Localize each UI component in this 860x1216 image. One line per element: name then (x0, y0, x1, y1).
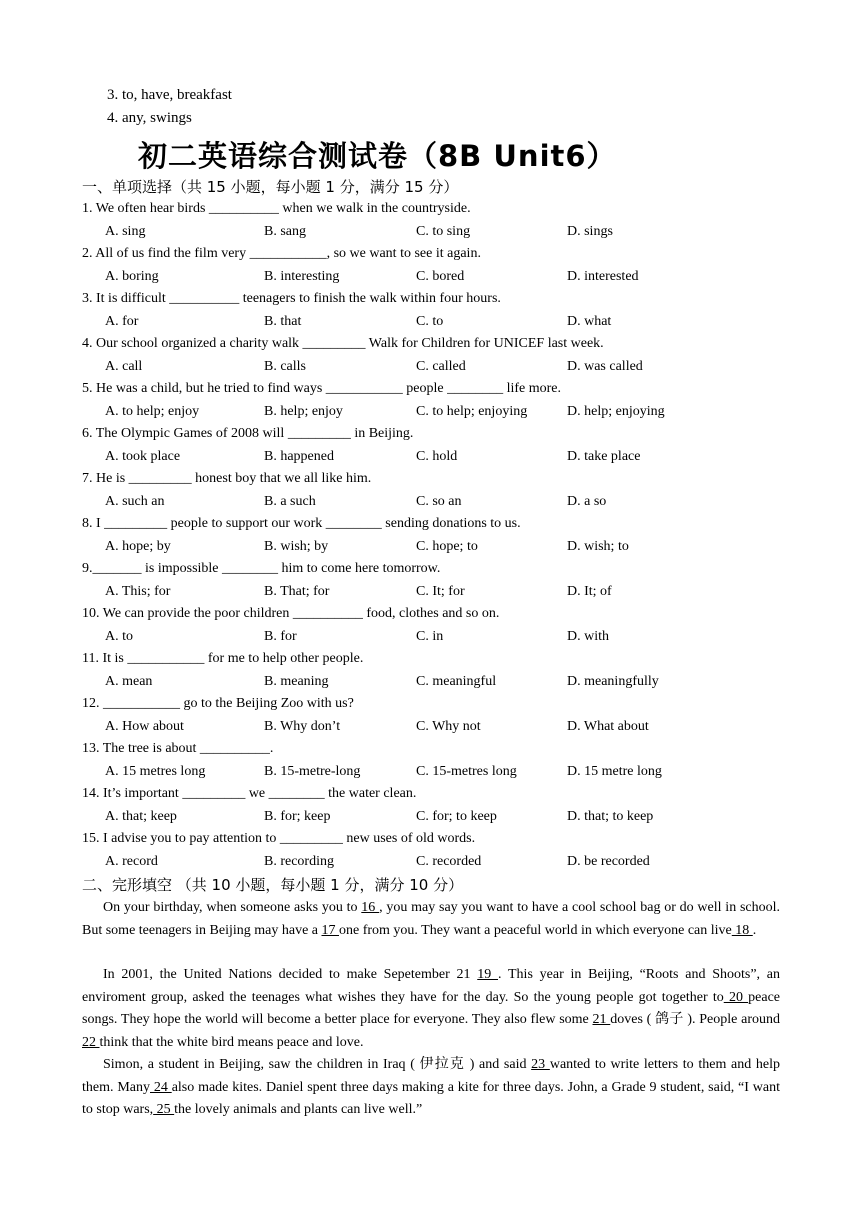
blank-19: 19 (477, 967, 498, 982)
question-8-option-b: B. wish; by (264, 539, 329, 554)
question-15-option-b: B. recording (264, 854, 334, 869)
question-12-stem: 12. ___________ go to the Beijing Zoo with us? (82, 696, 354, 711)
question-3-option-c: C. to (416, 314, 444, 329)
question-9-option-c: C. It; for (416, 584, 465, 599)
question-1-option-d: D. sings (567, 224, 613, 239)
question-3-option-d: D. what (567, 314, 612, 329)
question-5-stem: 5. He was a child, but he tried to find ways ___________ people ________ life more. (82, 381, 562, 396)
question-1-stem: 1. We often hear birds __________ when we walk in the countryside. (82, 201, 471, 216)
question-13-option-b: B. 15-metre-long (264, 764, 361, 779)
question-4-option-c: C. called (416, 359, 466, 374)
previous-answer-4: 4. any, swings (107, 110, 192, 126)
question-13-option-d: D. 15 metre long (567, 764, 662, 779)
question-9-option-a: A. This; for (105, 584, 171, 599)
question-6-option-c: C. hold (416, 449, 458, 464)
question-1-option-b: B. sang (264, 224, 306, 239)
question-2-option-b: B. interesting (264, 269, 340, 284)
blank-24: 24 (150, 1079, 172, 1095)
previous-answer-3: 3. to, have, breakfast (107, 87, 232, 103)
blank-17: 17 (321, 922, 339, 938)
question-15-stem: 15. I advise you to pay attention to _________ new uses of old words. (82, 831, 476, 846)
blank-21: 21 (592, 1012, 611, 1027)
question-14-option-d: D. that; to keep (567, 809, 654, 824)
question-15-option-d: D. be recorded (567, 854, 650, 869)
question-3-option-a: A. for (105, 314, 139, 329)
question-14-option-c: C. for; to keep (416, 809, 497, 824)
question-10-option-b: B. for (264, 629, 297, 644)
question-15-option-a: A. record (105, 854, 158, 869)
question-5-option-b: B. help; enjoy (264, 404, 343, 419)
blank-16: 16 (361, 900, 380, 915)
blank-22: 22 (82, 1034, 100, 1050)
question-3-option-b: B. that (264, 314, 302, 329)
question-1-option-a: A. sing (105, 224, 146, 239)
question-7-option-c: C. so an (416, 494, 462, 509)
question-14-option-a: A. that; keep (105, 809, 177, 824)
cloze-paragraph-1: On your birthday, when someone asks you to 16 , you may say you want to have a cool school bag or do well in school. But some teenagers in Beijing may have a 17 one from you. They want a peaceful world in which everyone can live 18 . (82, 900, 781, 938)
question-13-option-c: C. 15-metres long (416, 764, 517, 779)
question-1-option-c: C. to sing (416, 224, 471, 239)
question-9-option-d: D. It; of (567, 584, 612, 599)
question-12-option-a: A. How about (105, 719, 184, 734)
blank-23: 23 (531, 1057, 550, 1072)
question-11-option-b: B. meaning (264, 674, 329, 689)
question-9-stem: 9._______ is impossible ________ him to come here tomorrow. (82, 561, 441, 576)
question-14-option-b: B. for; keep (264, 809, 331, 824)
question-8-option-c: C. hope; to (416, 539, 478, 554)
question-12-option-d: D. What about (567, 719, 649, 734)
question-10-option-c: C. in (416, 629, 444, 644)
question-8-stem: 8. I _________ people to support our work ________ sending donations to us. (82, 516, 521, 531)
question-12-option-c: C. Why not (416, 719, 481, 734)
blank-20: 20 (723, 989, 749, 1005)
question-13-option-a: A. 15 metres long (105, 764, 206, 779)
question-11-option-c: C. meaningful (416, 674, 497, 689)
question-8-option-a: A. hope; by (105, 539, 171, 554)
question-6-option-a: A. took place (105, 449, 181, 464)
section-1-heading: 一、单项选择（共 15 小题，每小题 1 分，满分 15 分） (82, 178, 459, 196)
question-3-stem: 3. It is difficult __________ teenagers to finish the walk within four hours. (82, 291, 501, 306)
question-15-option-c: C. recorded (416, 854, 482, 869)
section-2-heading: 二、完形填空 （共 10 小题，每小题 1 分，满分 10 分） (82, 876, 464, 894)
question-14-stem: 14. It’s important _________ we ________ the water clean. (82, 786, 417, 801)
question-2-option-c: C. bored (416, 269, 465, 284)
question-7-option-d: D. a so (567, 494, 607, 509)
question-10-option-a: A. to (105, 629, 133, 644)
question-10-option-d: D. with (567, 629, 609, 644)
question-7-stem: 7. He is _________ honest boy that we all like him. (82, 471, 372, 486)
question-5-option-d: D. help; enjoying (567, 404, 665, 419)
question-9-option-b: B. That; for (264, 584, 330, 599)
blank-25: 25 (153, 1102, 175, 1117)
question-6-option-d: D. take place (567, 449, 641, 464)
question-13-stem: 13. The tree is about __________. (82, 741, 274, 756)
question-11-stem: 11. It is ___________ for me to help other people. (82, 651, 364, 666)
cloze-paragraph-3: Simon, a student in Beijing, saw the children in Iraq ( 伊拉克 ) and said 23 wanted to write letters to them and help them. Many 24 also made kites. Daniel spent three days making a kite for three days. John, a Grade 9 student, said, “I want to stop wars, 25 the lovely animals and plants can live well.” (82, 1057, 781, 1117)
blank-18: 18 (731, 922, 753, 938)
question-4-option-b: B. calls (264, 359, 306, 374)
cloze-paragraph-2: In 2001, the United Nations decided to make Sepetember 21 19 . This year in Beijing, “Roots and Shoots”, an enviroment group, asked the teenages what wishes they have for the day. So the young people got together to 20 peace songs. They hope the world will become a better place for everyone. They also flew some 21 doves ( 鸽子 ). People around 22 think that the white bird means peace and love. (82, 967, 781, 1050)
question-7-option-b: B. a such (264, 494, 316, 509)
question-6-stem: 6. The Olympic Games of 2008 will _________ in Beijing. (82, 426, 414, 441)
question-11-option-d: D. meaningfully (567, 674, 659, 689)
question-5-option-a: A. to help; enjoy (105, 404, 200, 419)
question-12-option-b: B. Why don’t (264, 719, 341, 734)
question-11-option-a: A. mean (105, 674, 153, 689)
question-4-option-a: A. call (105, 359, 143, 374)
page-title: 初二英语综合测试卷（8B Unit6） (138, 139, 617, 173)
question-6-option-b: B. happened (264, 449, 334, 464)
question-4-option-d: D. was called (567, 359, 643, 374)
question-10-stem: 10. We can provide the poor children __________ food, clothes and so on. (82, 606, 500, 621)
question-2-option-d: D. interested (567, 269, 639, 284)
question-7-option-a: A. such an (105, 494, 165, 509)
question-2-stem: 2. All of us find the film very ___________, so we want to see it again. (82, 246, 481, 261)
question-2-option-a: A. boring (105, 269, 159, 284)
question-5-option-c: C. to help; enjoying (416, 404, 528, 419)
question-8-option-d: D. wish; to (567, 539, 629, 554)
question-4-stem: 4. Our school organized a charity walk _________ Walk for Children for UNICEF last week. (82, 336, 604, 351)
